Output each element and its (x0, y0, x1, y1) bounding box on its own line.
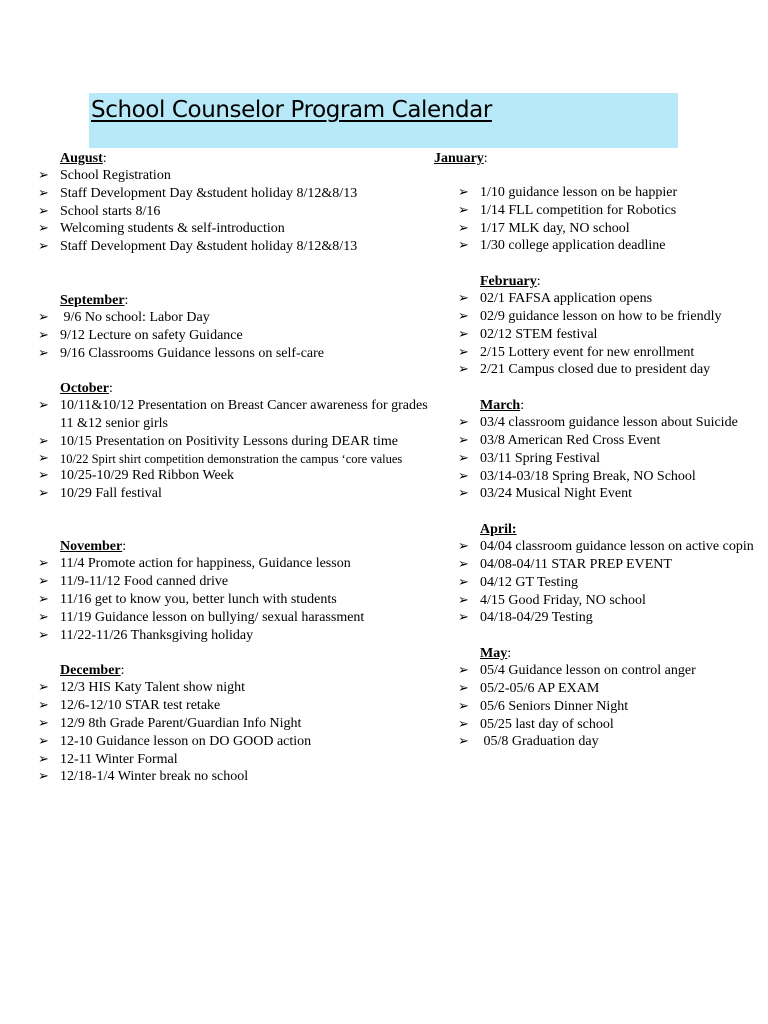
arrow-bullet-icon: ➢ (38, 239, 49, 255)
arrow-bullet-icon: ➢ (458, 468, 469, 484)
list-item: ➢ 03/14-03/18 Spring Break, NO School (458, 468, 696, 484)
month-heading-august: August: (60, 151, 107, 166)
list-item: ➢ 10/25-10/29 Red Ribbon Week (38, 467, 234, 483)
arrow-bullet-icon: ➢ (38, 168, 49, 183)
arrow-bullet-icon: ➢ (38, 485, 49, 501)
march-list (458, 414, 768, 503)
arrow-bullet-icon: ➢ (38, 733, 49, 749)
arrow-bullet-icon: ➢ (458, 344, 469, 360)
arrow-bullet-icon: ➢ (458, 220, 469, 236)
month-heading-may: May: (480, 646, 512, 662)
list-item: ➢ 11/22-11/26 Thanksgiving holiday (38, 627, 254, 643)
arrow-bullet-icon: ➢ (38, 574, 49, 590)
left-column (38, 150, 428, 786)
month-heading-february: February: (480, 274, 541, 290)
arrow-bullet-icon: ➢ (38, 345, 49, 361)
list-item: ➢ 05/6 Seniors Dinner Night (458, 698, 629, 714)
august-list (38, 167, 428, 256)
arrow-bullet-icon: ➢ (458, 556, 469, 572)
arrow-bullet-icon: ➢ (38, 751, 49, 767)
page-title: School Counselor Program Calendar (91, 97, 492, 123)
october-list (38, 397, 428, 502)
arrow-bullet-icon: ➢ (38, 627, 49, 643)
list-item: ➢ 10/29 Fall festival (38, 485, 162, 501)
arrow-bullet-icon: ➢ (38, 698, 49, 714)
list-item: ➢ 12/3 HIS Katy Talent show night (38, 680, 246, 696)
list-item: ➢ 02/9 guidance lesson on how to be friendly (458, 308, 722, 324)
arrow-bullet-icon: ➢ (38, 309, 49, 325)
list-item: ➢ 04/08-04/11 STAR PREP EVENT (458, 556, 672, 572)
list-item: ➢ 05/8 Graduation day (458, 734, 599, 750)
list-item: ➢ 04/12 GT Testing (458, 574, 579, 590)
arrow-bullet-icon: ➢ (458, 362, 469, 378)
list-item: ➢ 2/15 Lottery event for new enrollment (458, 344, 695, 360)
list-item: ➢ 9/16 Classrooms Guidance lessons on self-care (38, 345, 324, 361)
arrow-bullet-icon: ➢ (458, 680, 469, 696)
arrow-bullet-icon: ➢ (38, 433, 49, 449)
arrow-bullet-icon: ➢ (458, 291, 469, 307)
list-item: ➢ 12/6-12/10 STAR test retake (38, 698, 221, 714)
month-heading-january: January: (434, 151, 488, 166)
arrow-bullet-icon: ➢ (38, 556, 49, 572)
arrow-bullet-icon: ➢ (458, 734, 469, 750)
list-item: ➢ 10/15 Presentation on Positivity Lessons during DEAR time (38, 433, 398, 449)
list-item: ➢ 05/4 Guidance lesson on control anger (458, 663, 696, 679)
arrow-bullet-icon: ➢ (38, 769, 49, 785)
arrow-bullet-icon: ➢ (458, 610, 469, 626)
list-item: ➢ 03/11 Spring Festival (458, 450, 601, 466)
arrow-bullet-icon: ➢ (458, 432, 469, 448)
title-banner (89, 93, 678, 148)
month-heading-december: December: (60, 663, 125, 679)
arrow-bullet-icon: ➢ (458, 238, 469, 254)
list-item: ➢ 9/6 No school: Labor Day (38, 309, 210, 325)
list-item: ➢ 05/2-05/6 AP EXAM (458, 680, 600, 696)
arrow-bullet-icon: ➢ (458, 539, 469, 555)
list-item: ➢ 10/11&10/12 Presentation on Breast Cancer awareness for grades 11 &12 senior girls (38, 398, 428, 432)
list-item: ➢ 03/8 American Red Cross Event (458, 432, 661, 448)
may-list (458, 662, 768, 751)
right-column (434, 150, 768, 751)
list-item: ➢ 12-10 Guidance lesson on DO GOOD action (38, 733, 312, 749)
arrow-bullet-icon: ➢ (458, 308, 469, 324)
list-item: ➢ 04/04 classroom guidance lesson on active copin (458, 539, 754, 555)
list-item: ➢ 04/18-04/29 Testing (458, 610, 593, 626)
list-item: ➢ 12-11 Winter Formal (38, 751, 178, 767)
arrow-bullet-icon: ➢ (38, 609, 49, 625)
list-item: ➢ 1/10 guidance lesson on be happier (458, 185, 678, 200)
month-heading-march: March: (480, 398, 525, 414)
list-item: ➢ 1/14 FLL competition for Robotics (458, 202, 677, 218)
list-item: ➢ 11/4 Promote action for happiness, Guidance lesson (38, 556, 351, 572)
arrow-bullet-icon: ➢ (458, 450, 469, 466)
list-item: ➢ 2/21 Campus closed due to president day (458, 362, 711, 378)
list-item: ➢ 11/19 Guidance lesson on bullying/ sexual harassment (38, 609, 365, 625)
arrow-bullet-icon: ➢ (458, 592, 469, 608)
list-item: ➢ Staff Development Day &student holiday 8/12&8/13 (38, 239, 358, 255)
november-list (38, 555, 428, 644)
list-item: ➢ 05/25 last day of school (458, 716, 614, 732)
september-list (38, 309, 428, 362)
arrow-bullet-icon: ➢ (458, 185, 469, 200)
arrow-bullet-icon: ➢ (458, 202, 469, 218)
arrow-bullet-icon: ➢ (38, 715, 49, 731)
list-item: ➢ 02/1 FAFSA application opens (458, 291, 653, 307)
list-item: ➢ 9/12 Lecture on safety Guidance (38, 327, 243, 343)
arrow-bullet-icon: ➢ (38, 450, 49, 466)
arrow-bullet-icon: ➢ (38, 203, 49, 219)
arrow-bullet-icon: ➢ (38, 591, 49, 607)
list-item: ➢ 12/9 8th Grade Parent/Guardian Info Night (38, 715, 302, 731)
arrow-bullet-icon: ➢ (458, 698, 469, 714)
list-item: ➢ Staff Development Day &student holiday 8/12&8/13 (38, 185, 358, 201)
list-item: ➢ 11/9-11/12 Food canned drive (38, 574, 229, 590)
arrow-bullet-icon: ➢ (458, 326, 469, 342)
list-item: ➢ 1/30 college application deadline (458, 238, 666, 254)
arrow-bullet-icon: ➢ (458, 716, 469, 732)
list-item: ➢ 12/18-1/4 Winter break no school (38, 769, 249, 785)
list-item: ➢ 10/22 Spirt shirt competition demonstration the campus ‘core values (38, 450, 403, 466)
arrow-bullet-icon: ➢ (38, 327, 49, 343)
list-item: ➢ School Registration (38, 168, 171, 183)
list-item: ➢ 4/15 Good Friday, NO school (458, 592, 646, 608)
arrow-bullet-icon: ➢ (38, 467, 49, 483)
list-item: ➢ 11/16 get to know you, better lunch with students (38, 591, 337, 607)
february-list (458, 290, 768, 379)
list-item: ➢ 03/4 classroom guidance lesson about Suicide (458, 415, 738, 431)
january-list (458, 184, 768, 255)
list-item: ➢ 03/24 Musical Night Event (458, 486, 633, 502)
list-item: ➢ 1/17 MLK day, NO school (458, 220, 630, 236)
arrow-bullet-icon: ➢ (458, 486, 469, 502)
month-heading-november: November: (60, 539, 127, 555)
arrow-bullet-icon: ➢ (38, 185, 49, 201)
month-heading-october: October: (60, 381, 113, 397)
month-heading-april: April: (480, 522, 517, 538)
arrow-bullet-icon: ➢ (458, 415, 469, 431)
arrow-bullet-icon: ➢ (38, 398, 49, 414)
arrow-bullet-icon: ➢ (38, 680, 49, 696)
december-list (38, 679, 428, 786)
arrow-bullet-icon: ➢ (458, 663, 469, 679)
arrow-bullet-icon: ➢ (458, 574, 469, 590)
month-heading-september: September: (60, 292, 129, 308)
list-item: ➢ School starts 8/16 (38, 203, 161, 219)
list-item: ➢ 02/12 STEM festival (458, 326, 598, 342)
list-item: ➢ Welcoming students & self-introduction (38, 221, 285, 237)
arrow-bullet-icon: ➢ (38, 221, 49, 237)
april-list (458, 538, 768, 627)
